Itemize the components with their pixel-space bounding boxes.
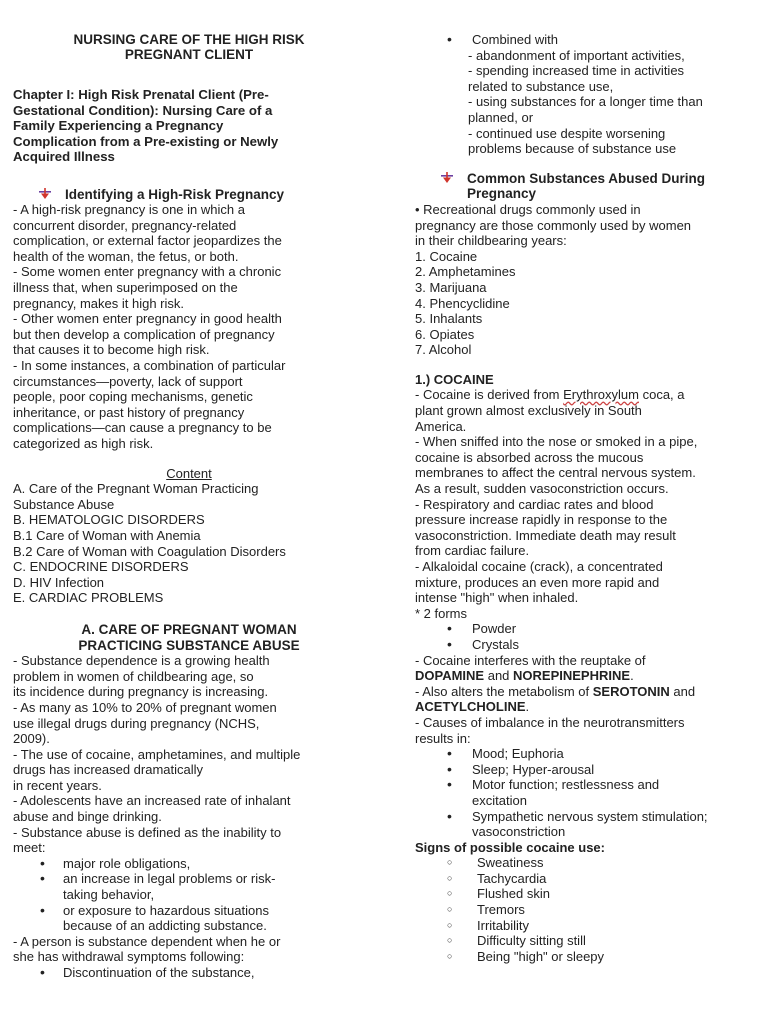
paragraph bbox=[13, 264, 365, 311]
text-line: - A high-risk pregnancy is one in which a bbox=[13, 202, 245, 218]
paragraph bbox=[13, 202, 365, 264]
text-line: vasoconstriction. Immediate death may result bbox=[415, 527, 676, 543]
text-span: and bbox=[669, 683, 696, 699]
identifying-body bbox=[13, 202, 365, 452]
list-item: ○ Irritability bbox=[415, 918, 762, 934]
imbalance-list bbox=[415, 746, 762, 840]
forms-list bbox=[415, 621, 762, 652]
text-line: - using substances for a longer time than bbox=[468, 94, 703, 110]
text-line: - Some women enter pregnancy with a chronic bbox=[13, 264, 282, 280]
signs-list bbox=[415, 855, 762, 964]
text-line: cocaine is absorbed across the mucous bbox=[415, 449, 644, 465]
list-item bbox=[468, 126, 762, 157]
text-line: - Cocaine interferes with the reuptake of bbox=[415, 652, 646, 668]
list-item bbox=[13, 856, 365, 872]
text-line: - When sniffed into the nose or smoked in a pipe, bbox=[415, 434, 698, 450]
content-item: D. HIV Infection bbox=[13, 574, 105, 590]
list-item bbox=[13, 871, 365, 902]
list-item: 5. Inhalants bbox=[415, 311, 483, 327]
content-item: B.2 Care of Woman with Coagulation Disorders bbox=[13, 543, 286, 559]
text-line: • Motor function; restlessness and bbox=[472, 777, 660, 793]
text-line: related to substance use, bbox=[468, 78, 614, 94]
text-span: SEROTONIN bbox=[592, 683, 670, 699]
text-line: - Substance dependence is a growing health bbox=[13, 653, 270, 669]
chapter-line: Acquired Illness bbox=[13, 149, 115, 164]
text-line: illness that, when superimposed on the bbox=[13, 280, 238, 296]
title-line: NURSING CARE OF THE HIGH RISK bbox=[73, 32, 305, 47]
content-item: B. HEMATOLOGIC DISORDERS bbox=[13, 512, 205, 528]
text-line: in recent years. bbox=[13, 777, 102, 793]
left-column bbox=[13, 32, 365, 981]
chapter-line: Chapter I: High Risk Prenatal Client (Pre- bbox=[13, 87, 269, 102]
chapter-line: Gestational Condition): Nursing Care of a bbox=[13, 102, 273, 118]
list-item bbox=[415, 746, 762, 762]
text-line: vasoconstriction bbox=[472, 824, 566, 840]
down-arrow-icon bbox=[39, 187, 53, 203]
content-item: C. ENDOCRINE DISORDERS bbox=[13, 559, 189, 575]
text-span: . bbox=[525, 699, 530, 715]
meet-bullet-list bbox=[13, 856, 365, 934]
text-line bbox=[415, 668, 762, 684]
text-span: DOPAMINE bbox=[415, 668, 485, 684]
list-item: 7. Alcohol bbox=[415, 342, 472, 358]
text-line: mixture, produces an even more rapid and bbox=[415, 574, 660, 590]
text-line: problems because of substance use bbox=[468, 141, 677, 157]
text-line: meet: bbox=[13, 840, 46, 856]
text-line: pressure increase rapidly in response to the bbox=[415, 512, 668, 528]
combined-bullet-list bbox=[415, 32, 762, 48]
content-item: E. CARDIAC PROBLEMS bbox=[13, 590, 164, 606]
paragraph bbox=[13, 700, 365, 747]
list-item bbox=[415, 762, 762, 778]
chapter-line: Family Experiencing a Pregnancy bbox=[13, 118, 224, 133]
text-line: membranes to affect the central nervous system. bbox=[415, 465, 696, 481]
heading-text: Common Substances Abused During bbox=[467, 170, 706, 186]
text-line: - Substance abuse is defined as the inability to bbox=[13, 824, 282, 840]
paragraph bbox=[13, 311, 365, 358]
chapter-heading bbox=[13, 87, 365, 165]
list-item bbox=[415, 809, 762, 840]
combined-sub-list bbox=[415, 48, 762, 157]
list-item bbox=[415, 777, 762, 808]
text-line: categorized as high risk. bbox=[13, 436, 154, 451]
list-item: ○ Flushed skin bbox=[415, 886, 762, 902]
paragraph bbox=[13, 747, 365, 794]
text-line: pregnancy, makes it high risk. bbox=[13, 295, 184, 311]
text-line: planned, or bbox=[468, 109, 534, 125]
paragraph bbox=[13, 358, 365, 452]
text-line: America. bbox=[415, 418, 467, 434]
withdrawal-bullet-list bbox=[13, 965, 365, 981]
text-line: intense "high" when inhaled. bbox=[415, 590, 579, 606]
list-item: • Crystals bbox=[415, 637, 762, 653]
list-item: 3. Marijuana bbox=[415, 279, 487, 295]
text-line: - Alkaloidal cocaine (crack), a concentrated bbox=[415, 559, 663, 574]
text-line: - A person is substance dependent when he or bbox=[13, 933, 281, 949]
text-line: inheritance, or past history of pregnancy bbox=[13, 404, 245, 420]
text-span: ACETYLCHOLINE bbox=[415, 699, 526, 715]
text-line: but then develop a complication of pregnancy bbox=[13, 326, 275, 342]
text-line: its incidence during pregnancy is increasing. bbox=[13, 684, 269, 700]
common-substances-heading bbox=[415, 171, 762, 187]
text-line: drugs has increased dramatically bbox=[13, 762, 204, 778]
text-line bbox=[415, 699, 762, 715]
text-line: - Other women enter pregnancy in good health bbox=[13, 311, 282, 327]
paragraph bbox=[415, 559, 762, 606]
list-item: 2. Amphetamines bbox=[415, 264, 516, 280]
text-line: • or exposure to hazardous situations bbox=[63, 902, 269, 918]
text-line: • major role obligations, bbox=[63, 855, 191, 871]
text-span: - Cocaine is derived from bbox=[415, 387, 564, 403]
text-line: - spending increased time in activities bbox=[468, 63, 685, 79]
text-line: • an increase in legal problems or risk- bbox=[63, 871, 276, 887]
list-item: ○ Difficulty sitting still bbox=[415, 933, 762, 949]
list-item: • Discontinuation of the substance, bbox=[13, 965, 365, 981]
text-line: circumstances—poverty, lack of support bbox=[13, 373, 243, 389]
list-item: 6. Opiates bbox=[415, 326, 475, 342]
cocaine-heading: 1.) COCAINE bbox=[415, 371, 494, 387]
heading-text: Identifying a High-Risk Pregnancy bbox=[65, 186, 285, 202]
list-item: ○ Tremors bbox=[415, 902, 762, 918]
text-line: • Mood; Euphoria bbox=[472, 746, 564, 762]
list-item bbox=[468, 94, 762, 125]
paragraph bbox=[415, 434, 762, 496]
list-item bbox=[13, 903, 365, 934]
content-title: Content bbox=[166, 465, 212, 481]
list-item bbox=[468, 48, 762, 64]
text-line: health of the woman, the fetus, or both. bbox=[13, 248, 239, 264]
text-line: complications—can cause a pregnancy to be bbox=[13, 420, 272, 436]
content-list bbox=[13, 481, 365, 606]
right-column bbox=[415, 32, 762, 964]
text-line: results in: bbox=[415, 730, 471, 746]
text-line bbox=[415, 387, 762, 403]
text-line: complication, or external factor jeopardizes the bbox=[13, 233, 282, 249]
section-a-body bbox=[13, 653, 365, 980]
text-line: plant grown almost exclusively in South bbox=[415, 403, 642, 419]
text-line: - In some instances, a combination of particular bbox=[13, 358, 286, 374]
text-line: from cardiac failure. bbox=[415, 543, 530, 559]
document-title bbox=[13, 32, 365, 62]
paragraph bbox=[415, 653, 762, 684]
text-line: - Adolescents have an increased rate of inhalant bbox=[13, 793, 291, 809]
list-item: ○ Sweatiness bbox=[415, 855, 762, 871]
content-item: B.1 Care of Woman with Anemia bbox=[13, 527, 201, 543]
section-a-title bbox=[13, 622, 365, 653]
text-line: • Recreational drugs commonly used in bbox=[415, 201, 641, 217]
substances-list bbox=[415, 249, 762, 358]
signs-heading: Signs of possible cocaine use: bbox=[415, 839, 605, 855]
text-line bbox=[415, 684, 762, 700]
list-item: • Combined with bbox=[415, 32, 762, 48]
title-line: PREGNANT CLIENT bbox=[124, 47, 254, 62]
text-line: - continued use despite worsening bbox=[468, 125, 666, 141]
text-line: she has withdrawal symptoms following: bbox=[13, 949, 245, 965]
text-span: coca, a bbox=[638, 387, 685, 403]
list-item: ○ Being "high" or sleepy bbox=[415, 949, 762, 965]
text-line: that causes it to become high risk. bbox=[13, 342, 210, 358]
text-line: concurrent disorder, pregnancy-related bbox=[13, 217, 237, 233]
section-title-line: A. CARE OF PREGNANT WOMAN bbox=[81, 621, 297, 637]
section-title-line: PRACTICING SUBSTANCE ABUSE bbox=[78, 637, 300, 653]
content-item: Substance Abuse bbox=[13, 496, 115, 512]
list-item bbox=[468, 63, 762, 94]
text-line: people, poor coping mechanisms, genetic bbox=[13, 389, 253, 405]
paragraph bbox=[415, 715, 762, 746]
text-span: NOREPINEPHRINE bbox=[513, 668, 631, 684]
paragraph bbox=[13, 793, 365, 824]
text-span: and bbox=[484, 668, 514, 684]
text-line: because of an addicting substance. bbox=[63, 918, 267, 934]
paragraph bbox=[13, 825, 365, 856]
paragraph bbox=[13, 934, 365, 965]
paragraph bbox=[415, 497, 762, 559]
text-span: - Also alters the metabolism of bbox=[415, 683, 593, 699]
text-span: . bbox=[630, 668, 634, 684]
text-line: excitation bbox=[472, 792, 527, 808]
paragraph bbox=[415, 202, 762, 249]
list-item: • Powder bbox=[415, 621, 762, 637]
text-line: abuse and binge drinking. bbox=[13, 809, 162, 825]
paragraph bbox=[13, 653, 365, 700]
text-line: use illegal drugs during pregnancy (NCHS, bbox=[13, 715, 260, 731]
text-line: - abandonment of important activities, bbox=[468, 47, 685, 63]
content-item: A. Care of the Pregnant Woman Practicing bbox=[13, 481, 259, 497]
text-line: in their childbearing years: bbox=[415, 233, 567, 249]
text-line: problem in women of childbearing age, so bbox=[13, 668, 254, 684]
heading-text: Pregnancy bbox=[467, 186, 537, 202]
text-line: - Causes of imbalance in the neurotransmitters bbox=[415, 714, 685, 730]
list-item: 1. Cocaine bbox=[415, 248, 478, 264]
text-line: 2009). bbox=[13, 731, 50, 747]
list-item: 4. Phencyclidine bbox=[415, 295, 510, 311]
text-line: - Respiratory and cardiac rates and blood bbox=[415, 496, 654, 512]
text-line: taking behavior, bbox=[63, 887, 155, 903]
identifying-heading bbox=[13, 187, 365, 203]
list-item: ○ Tachycardia bbox=[415, 871, 762, 887]
text-line: pregnancy are those commonly used by women bbox=[415, 217, 692, 233]
species-term: Erythroxylum bbox=[563, 387, 639, 403]
chapter-line: Complication from a Pre-existing or Newly bbox=[13, 133, 279, 149]
text-line: - The use of cocaine, amphetamines, and multiple bbox=[13, 746, 301, 762]
down-arrow-icon bbox=[441, 171, 455, 187]
text-line: • Sleep; Hyper-arousal bbox=[472, 761, 595, 777]
text-line: As a result, sudden vasoconstriction occurs. bbox=[415, 481, 669, 497]
text-line: • Sympathetic nervous system stimulation; bbox=[472, 808, 708, 824]
paragraph bbox=[415, 387, 762, 434]
text-line: - As many as 10% to 20% of pregnant women bbox=[13, 699, 277, 715]
forms-label: * 2 forms bbox=[415, 605, 468, 621]
paragraph bbox=[415, 684, 762, 715]
